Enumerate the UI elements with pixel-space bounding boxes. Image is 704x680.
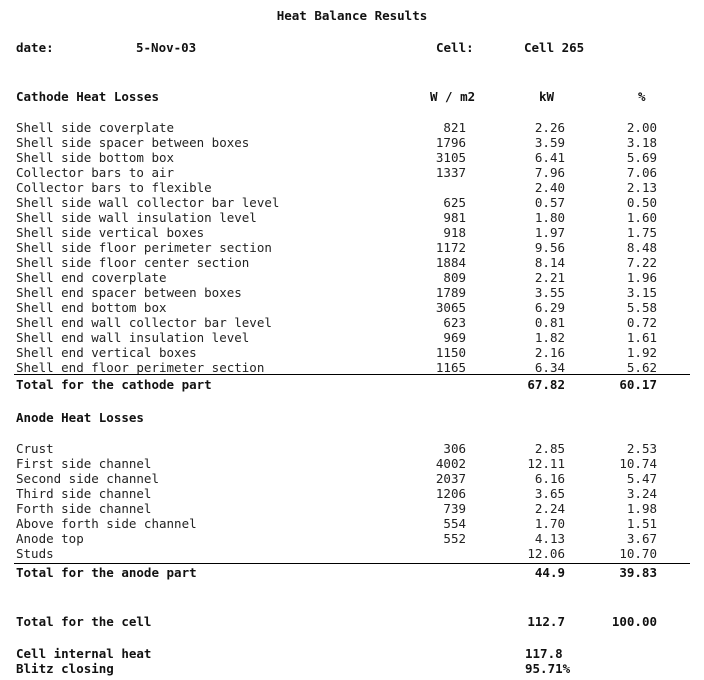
row-label: Anode top xyxy=(16,531,84,546)
row-pct: 1.51 xyxy=(626,516,657,531)
row-pct: 2.00 xyxy=(626,120,657,135)
row-pct: 5.47 xyxy=(626,471,657,486)
row-label: Shell side floor center section xyxy=(16,255,250,270)
row-wm2: 306 xyxy=(443,441,466,456)
cathode-total-kw: 67.82 xyxy=(527,377,565,392)
blitz-row xyxy=(0,661,704,676)
table-row xyxy=(0,180,704,195)
row-label: Forth side channel xyxy=(16,501,152,516)
row-wm2: 1789 xyxy=(435,285,466,300)
row-pct: 0.50 xyxy=(626,195,657,210)
row-wm2: 1172 xyxy=(435,240,466,255)
row-kw: 3.59 xyxy=(534,135,565,150)
row-label: Shell side floor perimeter section xyxy=(16,240,272,255)
row-pct: 1.60 xyxy=(626,210,657,225)
row-pct: 5.58 xyxy=(626,300,657,315)
cell-total-label: Total for the cell xyxy=(16,614,152,629)
cell-total-kw: 112.7 xyxy=(527,614,565,629)
row-kw: 2.21 xyxy=(534,270,565,285)
anode-total-label: Total for the anode part xyxy=(16,565,197,580)
row-wm2: 739 xyxy=(443,501,466,516)
row-pct: 7.22 xyxy=(626,255,657,270)
date-value: 5-Nov-03 xyxy=(136,40,197,55)
row-label: Shell side vertical boxes xyxy=(16,225,205,240)
row-pct: 8.48 xyxy=(626,240,657,255)
row-pct: 10.70 xyxy=(619,546,657,561)
row-wm2: 3065 xyxy=(435,300,466,315)
cell-label: Cell: xyxy=(436,40,474,55)
row-wm2: 1165 xyxy=(435,360,466,375)
row-kw: 9.56 xyxy=(534,240,565,255)
row-label: Shell side wall insulation level xyxy=(16,210,257,225)
row-label: Shell end bottom box xyxy=(16,300,167,315)
column-header-pct: % xyxy=(638,89,646,104)
row-wm2: 552 xyxy=(443,531,466,546)
column-header-wm2: W / m2 xyxy=(430,89,476,104)
row-kw: 2.40 xyxy=(534,180,565,195)
row-kw: 3.55 xyxy=(534,285,565,300)
table-row xyxy=(0,300,704,315)
table-row xyxy=(0,225,704,240)
row-label: Shell end spacer between boxes xyxy=(16,285,242,300)
row-wm2: 554 xyxy=(443,516,466,531)
row-pct: 2.13 xyxy=(626,180,657,195)
internal-heat-row xyxy=(0,646,704,661)
table-row xyxy=(0,546,704,561)
row-kw: 12.06 xyxy=(527,546,565,561)
row-kw: 1.80 xyxy=(534,210,565,225)
row-wm2: 625 xyxy=(443,195,466,210)
table-row xyxy=(0,501,704,516)
row-pct: 5.62 xyxy=(626,360,657,375)
cathode-total-row xyxy=(0,377,704,392)
row-wm2: 821 xyxy=(443,120,466,135)
row-wm2: 1150 xyxy=(435,345,466,360)
row-label: Shell end vertical boxes xyxy=(16,345,197,360)
row-wm2: 981 xyxy=(443,210,466,225)
row-wm2: 1337 xyxy=(435,165,466,180)
table-row xyxy=(0,315,704,330)
table-row xyxy=(0,270,704,285)
table-row xyxy=(0,150,704,165)
row-wm2: 969 xyxy=(443,330,466,345)
row-label: Shell end wall collector bar level xyxy=(16,315,272,330)
cell-total-row xyxy=(0,614,704,629)
row-kw: 2.16 xyxy=(534,345,565,360)
row-wm2: 809 xyxy=(443,270,466,285)
row-wm2: 1796 xyxy=(435,135,466,150)
row-kw: 7.96 xyxy=(534,165,565,180)
table-row xyxy=(0,195,704,210)
row-label: First side channel xyxy=(16,456,152,471)
row-wm2: 1884 xyxy=(435,255,466,270)
table-row xyxy=(0,285,704,300)
page-title: Heat Balance Results xyxy=(276,8,428,23)
table-row xyxy=(0,471,704,486)
row-wm2: 3105 xyxy=(435,150,466,165)
row-label: Second side channel xyxy=(16,471,159,486)
date-label: date: xyxy=(16,40,54,55)
row-label: Shell side bottom box xyxy=(16,150,175,165)
row-kw: 6.16 xyxy=(534,471,565,486)
table-row xyxy=(0,210,704,225)
row-pct: 1.96 xyxy=(626,270,657,285)
row-pct: 1.75 xyxy=(626,225,657,240)
row-label: Crust xyxy=(16,441,54,456)
row-pct: 1.61 xyxy=(626,330,657,345)
table-row xyxy=(0,441,704,456)
table-row xyxy=(0,360,704,375)
row-label: Collector bars to flexible xyxy=(16,180,212,195)
row-kw: 0.81 xyxy=(534,315,565,330)
row-kw: 1.82 xyxy=(534,330,565,345)
cell-total-pct: 100.00 xyxy=(611,614,657,629)
row-pct: 3.24 xyxy=(626,486,657,501)
anode-divider xyxy=(14,563,690,564)
cathode-total-pct: 60.17 xyxy=(619,377,657,392)
table-row xyxy=(0,516,704,531)
row-pct: 3.67 xyxy=(626,531,657,546)
blitz-kw: 95.71% xyxy=(525,661,571,676)
row-kw: 2.24 xyxy=(534,501,565,516)
row-kw: 6.34 xyxy=(534,360,565,375)
row-label: Collector bars to air xyxy=(16,165,175,180)
row-pct: 2.53 xyxy=(626,441,657,456)
row-kw: 1.97 xyxy=(534,225,565,240)
row-wm2: 4002 xyxy=(435,456,466,471)
row-pct: 3.18 xyxy=(626,135,657,150)
table-row xyxy=(0,330,704,345)
table-row xyxy=(0,531,704,546)
table-row xyxy=(0,240,704,255)
row-label: Shell side coverplate xyxy=(16,120,175,135)
row-kw: 4.13 xyxy=(534,531,565,546)
row-kw: 2.26 xyxy=(534,120,565,135)
row-kw: 2.85 xyxy=(534,441,565,456)
anode-total-kw: 44.9 xyxy=(534,565,565,580)
row-label: Shell end coverplate xyxy=(16,270,167,285)
row-pct: 3.15 xyxy=(626,285,657,300)
row-kw: 0.57 xyxy=(534,195,565,210)
row-label: Above forth side channel xyxy=(16,516,197,531)
row-wm2: 918 xyxy=(443,225,466,240)
table-row xyxy=(0,255,704,270)
cell-value: Cell 265 xyxy=(524,40,585,55)
row-label: Shell side spacer between boxes xyxy=(16,135,250,150)
row-label: Shell end floor perimeter section xyxy=(16,360,265,375)
row-kw: 1.70 xyxy=(534,516,565,531)
column-header-kw: kW xyxy=(539,89,555,104)
table-row xyxy=(0,345,704,360)
row-label: Shell end wall insulation level xyxy=(16,330,250,345)
blitz-label: Blitz closing xyxy=(16,661,114,676)
row-kw: 8.14 xyxy=(534,255,565,270)
row-label: Third side channel xyxy=(16,486,152,501)
row-pct: 0.72 xyxy=(626,315,657,330)
anode-heading: Anode Heat Losses xyxy=(16,410,144,425)
row-kw: 12.11 xyxy=(527,456,565,471)
row-wm2: 1206 xyxy=(435,486,466,501)
row-pct: 10.74 xyxy=(619,456,657,471)
cathode-total-label: Total for the cathode part xyxy=(16,377,212,392)
row-label: Studs xyxy=(16,546,54,561)
anode-total-pct: 39.83 xyxy=(619,565,657,580)
internal-heat-kw: 117.8 xyxy=(525,646,563,661)
cathode-divider xyxy=(14,374,690,375)
internal-heat-label: Cell internal heat xyxy=(16,646,152,661)
table-row xyxy=(0,165,704,180)
row-wm2: 623 xyxy=(443,315,466,330)
cathode-heading: Cathode Heat Losses xyxy=(16,89,159,104)
row-label: Shell side wall collector bar level xyxy=(16,195,280,210)
anode-total-row xyxy=(0,565,704,580)
row-kw: 6.29 xyxy=(534,300,565,315)
row-pct: 5.69 xyxy=(626,150,657,165)
row-pct: 7.06 xyxy=(626,165,657,180)
table-row xyxy=(0,135,704,150)
table-row xyxy=(0,486,704,501)
row-kw: 6.41 xyxy=(534,150,565,165)
table-row xyxy=(0,456,704,471)
row-pct: 1.92 xyxy=(626,345,657,360)
row-pct: 1.98 xyxy=(626,501,657,516)
table-row xyxy=(0,120,704,135)
row-wm2: 2037 xyxy=(435,471,466,486)
row-kw: 3.65 xyxy=(534,486,565,501)
